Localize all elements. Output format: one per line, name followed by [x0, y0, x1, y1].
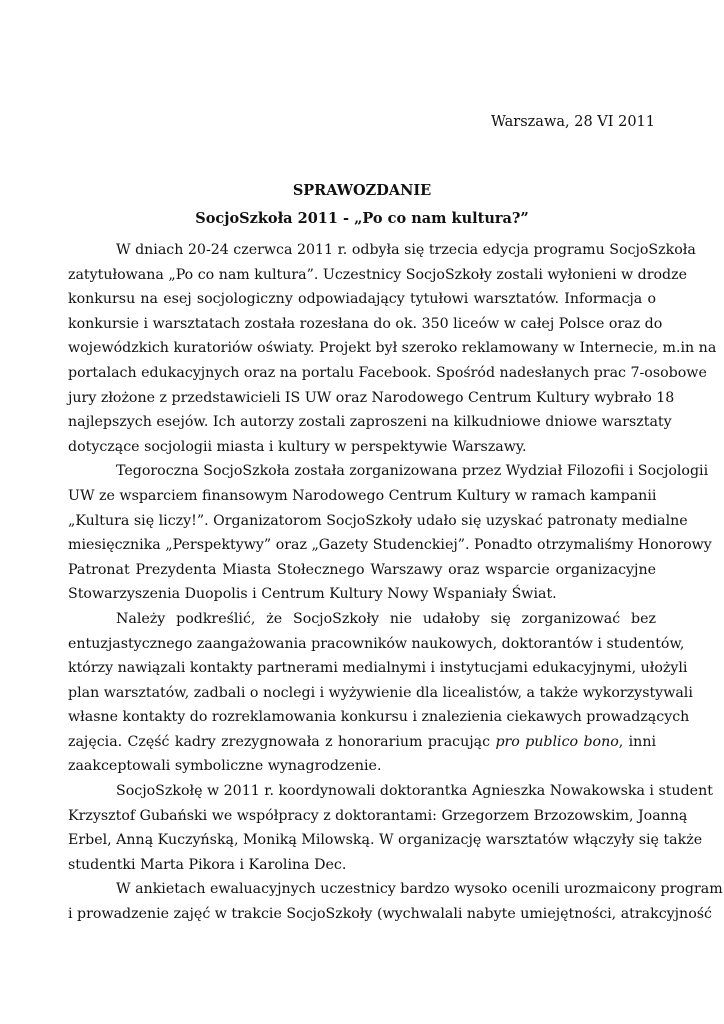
- text-line: entuzjastycznego zaangażowania pracowników naukowych, doktorantów i studentów,: [68, 635, 685, 652]
- text-line: SocjoSzkołę w 2011 r. koordynowali doktorantka Agnieszka Nowakowska i student: [116, 783, 713, 800]
- text-line: Tegoroczna SocjoSzkoła została zorganizowana przez Wydział Filozofii i Socjologii: [116, 463, 709, 480]
- text-line: miesięcznika „Perspektywy” oraz „Gazety Studenckiej”. Ponadto otrzymaliśmy Honorowy: [68, 537, 712, 554]
- text-line: studentki Marta Pikora i Karolina Dec.: [68, 856, 347, 873]
- document-body: [68, 238, 723, 927]
- text-line: którzy nawiązali kontakty partnerami medialnymi i instytucjami edukacyjnymi, ułożyli: [68, 660, 688, 677]
- text-line: Krzysztof Gubański we współpracy z doktorantami: Grzegorzem Brzozowskim, Joanną: [68, 807, 688, 824]
- text-line: W ankietach ewaluacyjnych uczestnicy bardzo wysoko ocenili urozmaicony program: [116, 881, 723, 898]
- paragraph-2: [68, 459, 712, 607]
- paragraph-1: [68, 238, 717, 459]
- document-date: Warszawa, 28 VI 2011: [491, 114, 655, 130]
- text-segment: , inni: [618, 733, 656, 750]
- text-line: Erbel, Anną Kuczyńską, Moniką Milowską. W organizację warsztatów włączyły się także: [68, 832, 703, 849]
- text-line: UW ze wsparciem finansowym Narodowego Centrum Kultury w ramach kampanii: [68, 487, 657, 504]
- italic-phrase: pro publico bono: [495, 733, 619, 750]
- text-line: konkursu na esej socjologiczny odpowiadający tytułowi warsztatów. Informacja o: [68, 291, 656, 308]
- text-line: zaakceptowali symboliczne wynagrodzenie.: [68, 758, 382, 775]
- text-line: „Kultura się liczy!”. Organizatorom SocjoSzkoły udało się uzyskać patronaty medialne: [68, 512, 688, 529]
- text-line: jury złożone z przedstawicieli IS UW oraz Narodowego Centrum Kultury wybrało 18: [68, 389, 675, 406]
- text-segment: zajęcia. Część kadry zrezygnowała z honorarium pracując: [68, 733, 496, 750]
- document-subtitle: SocjoSzkoła 2011 - „Po co nam kultura?”: [195, 210, 529, 227]
- paragraph-3: [68, 607, 693, 779]
- text-line: i prowadzenie zajęć w trakcie SocjoSzkoły (wychwalali nabyte umiejętności, atrakcyjność: [68, 906, 712, 923]
- text-line: Patronat Prezydenta Miasta Stołecznego Warszawy oraz wsparcie organizacyjne: [68, 561, 656, 578]
- text-line: Należy podkreślić, że SocjoSzkoły nie udałoby się zorganizować bez: [116, 610, 656, 627]
- text-line: Stowarzyszenia Duopolis i Centrum Kultury Nowy Wspaniały Świat.: [68, 586, 557, 603]
- paragraph-5: [68, 877, 723, 926]
- text-line: plan warsztatów, zadbali o noclegi i wyżywienie dla licealistów, a także wykorzystywali: [68, 684, 693, 701]
- text-line: własne kontakty do rozreklamowania konkursu i znalezienia ciekawych prowadzących: [68, 709, 690, 726]
- text-line-with-italic: [68, 730, 656, 755]
- text-line: konkursie i warsztatach została rozesłana do ok. 350 liceów w całej Polsce oraz do: [68, 315, 663, 332]
- text-line: najlepszych esejów. Ich autorzy zostali zaproszeni na kilkudniowe dniowe warsztaty: [68, 414, 672, 431]
- text-line: zatytułowana „Po co nam kultura”. Uczestnicy SocjoSzkoły zostali wyłonieni w drodze: [68, 266, 688, 283]
- text-line: portalach edukacyjnych oraz na portalu Facebook. Spośród nadesłanych prac 7-osobowe: [68, 364, 707, 381]
- document-title: SPRAWOZDANIE: [292, 182, 432, 199]
- paragraph-4: [68, 779, 713, 877]
- text-line: wojewódzkich kuratoriów oświaty. Projekt był szeroko reklamowany w Internecie, m.in na: [68, 340, 717, 357]
- text-line: dotyczące socjologii miasta i kultury w perspektywie Warszawy.: [68, 438, 527, 455]
- text-line: W dniach 20-24 czerwca 2011 r. odbyła się trzecia edycja programu SocjoSzkoła: [116, 242, 696, 258]
